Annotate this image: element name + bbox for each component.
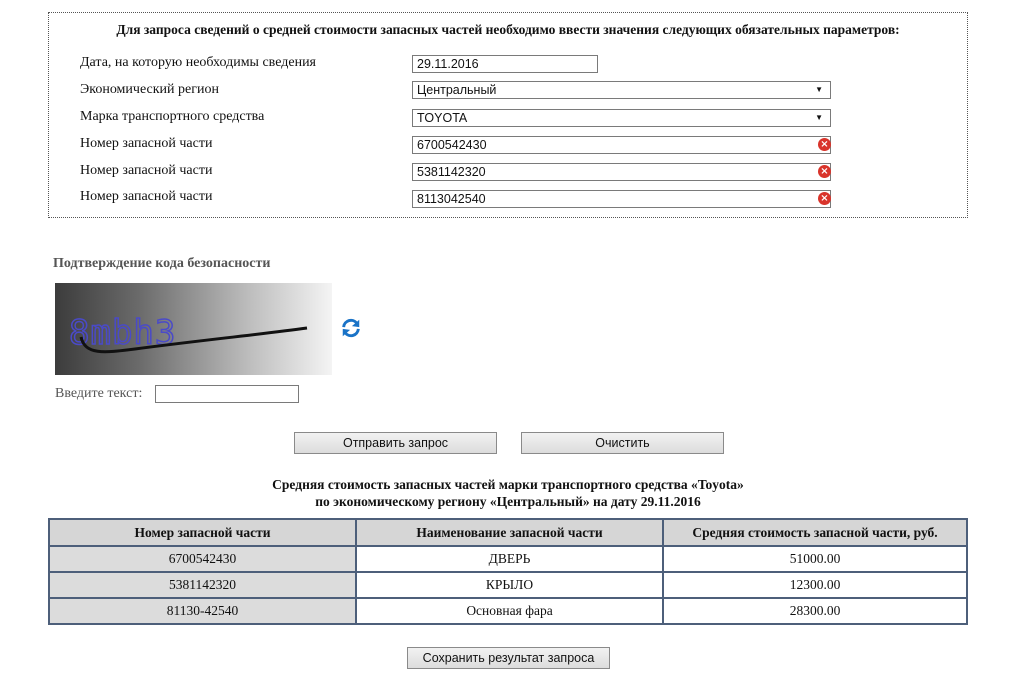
column-header-part-number: Номер запасной части — [49, 519, 356, 546]
brand-select[interactable] — [412, 109, 831, 127]
cell-average-price: 28300.00 — [663, 598, 967, 624]
region-value: Центральный — [417, 83, 497, 97]
column-header-part-name: Наименование запасной части — [356, 519, 663, 546]
cell-part-name: ДВЕРЬ — [356, 546, 663, 572]
cell-part-number: 5381142320 — [49, 572, 356, 598]
parameters-form — [48, 12, 968, 218]
part-label-1: Номер запасной части — [80, 136, 213, 151]
refresh-icon[interactable] — [340, 317, 362, 339]
result-title-line-2: по экономическому региону «Центральный» на дату 29.11.2016 — [315, 494, 701, 509]
date-label: Дата, на которую необходимы сведения — [80, 55, 316, 70]
part-number-input-3[interactable]: 8113042540 — [412, 190, 831, 208]
result-title-line-1: Средняя стоимость запасных частей марки транспортного средства «Toyota» — [272, 477, 744, 492]
brand-value: TOYOTA — [417, 111, 468, 125]
column-header-average-price: Средняя стоимость запасной части, руб. — [663, 519, 967, 546]
captcha-image-text: 8mbh3 — [69, 313, 177, 353]
cell-part-number: 81130-42540 — [49, 598, 356, 624]
cell-part-name: КРЫЛО — [356, 572, 663, 598]
results-table — [48, 518, 968, 625]
part-number-input-1[interactable]: 6700542430 — [412, 136, 831, 154]
date-input[interactable]: 29.11.2016 — [412, 55, 598, 73]
table-row — [49, 598, 967, 624]
table-header-row — [49, 519, 967, 546]
cell-average-price: 51000.00 — [663, 546, 967, 572]
brand-label: Марка транспортного средства — [80, 109, 265, 124]
captcha-noise-line — [55, 283, 332, 375]
result-title — [48, 476, 968, 510]
chevron-down-icon: ▼ — [815, 85, 823, 94]
part-number-input-2[interactable]: 5381142320 — [412, 163, 831, 181]
error-icon[interactable]: × — [818, 165, 831, 178]
captcha-input-label: Введите текст: — [55, 386, 143, 401]
cell-part-name: Основная фара — [356, 598, 663, 624]
cell-part-number: 6700542430 — [49, 546, 356, 572]
captcha-title: Подтверждение кода безопасности — [53, 256, 271, 271]
submit-button[interactable]: Отправить запрос — [294, 432, 497, 454]
part-label-3: Номер запасной части — [80, 189, 213, 204]
clear-button[interactable]: Очистить — [521, 432, 724, 454]
cell-average-price: 12300.00 — [663, 572, 967, 598]
captcha-image — [55, 283, 332, 375]
table-row — [49, 546, 967, 572]
part-label-2: Номер запасной части — [80, 163, 213, 178]
region-select[interactable] — [412, 81, 831, 99]
error-icon[interactable]: × — [818, 192, 831, 205]
chevron-down-icon: ▼ — [815, 113, 823, 122]
error-icon[interactable]: × — [818, 138, 831, 151]
table-row — [49, 572, 967, 598]
form-title: Для запроса сведений о средней стоимости запасных частей необходимо ввести значения следующих обязательных параметров: — [116, 22, 900, 37]
captcha-input[interactable] — [155, 385, 299, 403]
region-label: Экономический регион — [80, 82, 219, 97]
save-result-button[interactable]: Сохранить результат запроса — [407, 647, 610, 669]
